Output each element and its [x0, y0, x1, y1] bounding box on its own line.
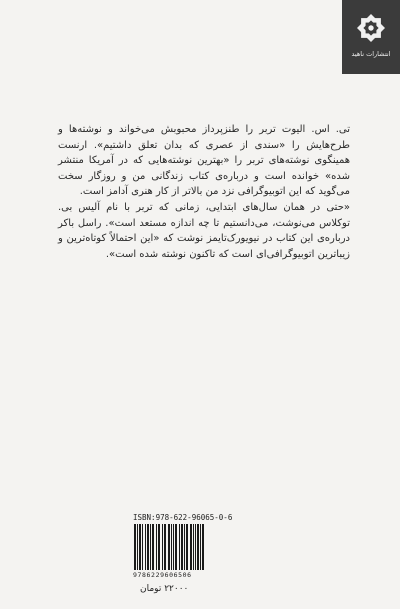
blurb-paragraph: «حتی در همان سال‌های ابتدایی، زمانی که تربر با نام آلیس بی. توکلاس می‌نوشت، می‌دانستیم تا چه اندازه مستعد است». راسل باکر درباره‌ی این کتاب در نیویورک‌تایمز نوشت که «این احتمالاً کوتاه‌ترین و زیباترین اتوبیوگرافی‌ای است که تاکنون نوشته شده است».: [58, 201, 350, 260]
publisher-logo: [342, 0, 400, 74]
blurb-text: [58, 122, 350, 262]
price-label: ۲۲۰۰۰ تومان: [140, 584, 189, 594]
eight-pointed-star-icon: [353, 10, 389, 46]
barcode-digits: 9786229606506: [133, 571, 192, 579]
publisher-name: انتشارات ناهید: [351, 50, 391, 58]
blurb-paragraph: تی. اس. الیوت تربر را طنزپرداز محبوبش می‌خواند و نوشته‌ها و طرح‌هایش را «سندی از عصری که بدان تعلق داشتیم». ارنست همینگوی نوشته‌های تربر را «بهترین نوشته‌هایی که در آمریکا منتشر شده» خوانده است و درباره‌ی کتاب زندگانی من و روزگار سخت می‌گوید که این اتوبیوگرافی نزد من بالاتر از کار هنری آدامز است.: [58, 124, 350, 198]
isbn-block: [133, 513, 233, 579]
isbn-label: ISBN:978-622-96065-0-6: [133, 513, 233, 522]
barcode: [133, 524, 209, 570]
